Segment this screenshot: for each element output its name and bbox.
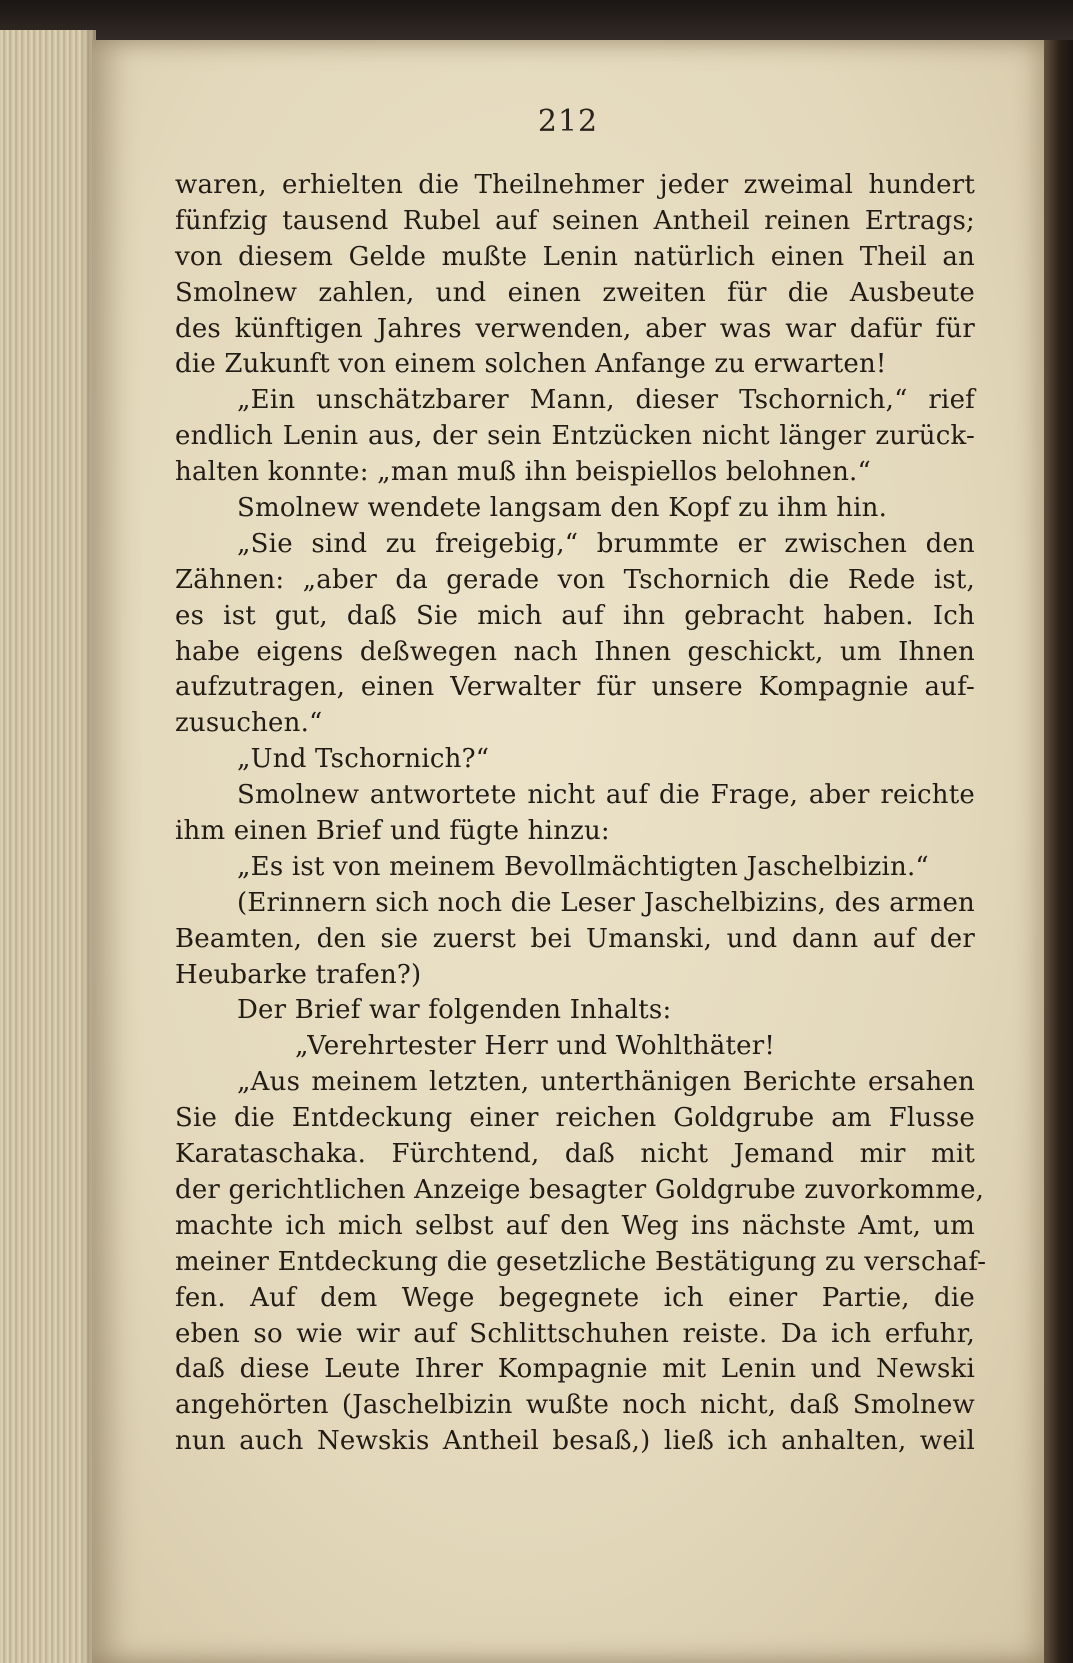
text-line: waren, erhielten die Theilnehmer jeder zweimal hundert (175, 170, 975, 200)
text-line: ihm einen Brief und fügte hinzu: (175, 816, 610, 847)
text-line: zusuchen.“ (175, 708, 323, 739)
book-page (92, 40, 1044, 1663)
text-line: „Sie sind zu freigebig,“ brummte er zwischen den (237, 528, 975, 559)
text-line: die Zukunft von einem solchen Anfange zu erwarten! (175, 349, 887, 380)
text-line: „Es ist von meinem Bevollmächtigten Jaschelbizin.“ (237, 851, 929, 882)
text-line: „Ein unschätzbarer Mann, dieser Tschornich,“ rief (237, 385, 975, 416)
text-line: Sie die Entdeckung einer reichen Goldgrube am Flusse (175, 1103, 975, 1134)
text-line: endlich Lenin aus, der sein Entzücken nicht länger zurück- (175, 421, 975, 452)
text-line: Zähnen: „aber da gerade von Tschornich die Rede ist, (175, 564, 975, 595)
text-line: (Erinnern sich noch die Leser Jaschelbizins, des armen (237, 887, 975, 918)
text-line: Karataschaka. Fürchtend, daß nicht Jemand mir mit (175, 1139, 975, 1170)
text-line: daß diese Leute Ihrer Kompagnie mit Lenin und Newski (175, 1354, 975, 1385)
page-number: 212 (537, 104, 599, 139)
text-line: nun auch Newskis Antheil besaß,) ließ ich anhalten, weil (175, 1426, 975, 1457)
page-stack-edge (0, 30, 96, 1663)
text-line: der gerichtlichen Anzeige besagter Goldgrube zuvorkomme, (175, 1174, 985, 1205)
text-line: es ist gut, daß Sie mich auf ihn gebracht haben. Ich (175, 600, 975, 631)
text-line: habe eigens deßwegen nach Ihnen geschickt, um Ihnen (175, 636, 975, 667)
text-line: Heubarke trafen?) (175, 959, 422, 990)
text-line: Beamten, den sie zuerst bei Umanski, und dann auf der (175, 923, 975, 954)
text-line: „Verehrtester Herr und Wohlthäter! (295, 1031, 775, 1062)
text-line: des künftigen Jahres verwenden, aber was war dafür für (175, 313, 975, 344)
text-line: „Und Tschornich?“ (237, 744, 490, 775)
text-line: Der Brief war folgenden Inhalts: (237, 995, 672, 1026)
text-line: angehörten (Jaschelbizin wußte noch nicht, daß Smolnew (175, 1390, 975, 1421)
text-line: von diesem Gelde mußte Lenin natürlich einen Theil an (175, 241, 975, 272)
text-line: meiner Entdeckung die gesetzliche Bestätigung zu verschaf- (175, 1246, 987, 1277)
text-line: fünfzig tausend Rubel auf seinen Antheil reinen Ertrags; (175, 205, 975, 236)
text-line: Smolnew zahlen, und einen zweiten für die Ausbeute (175, 277, 975, 308)
text-line: eben so wie wir auf Schlittschuhen reiste. Da ich erfuhr, (175, 1318, 975, 1349)
text-line: halten konnte: „man muß ihn beispiellos belohnen.“ (175, 457, 872, 488)
text-line: fen. Auf dem Wege begegnete ich einer Partie, die (175, 1282, 975, 1313)
text-line: Smolnew antwortete nicht auf die Frage, aber reichte (237, 780, 975, 811)
book-binding (1041, 40, 1073, 1663)
text-line: aufzutragen, einen Verwalter für unsere Kompagnie auf- (175, 672, 975, 703)
text-line: „Aus meinem letzten, unterthänigen Berichte ersahen (237, 1067, 975, 1098)
page-text (175, 168, 987, 1460)
text-line: machte ich mich selbst auf den Weg ins nächste Amt, um (175, 1210, 975, 1241)
text-line: Smolnew wendete langsam den Kopf zu ihm hin. (237, 493, 888, 524)
